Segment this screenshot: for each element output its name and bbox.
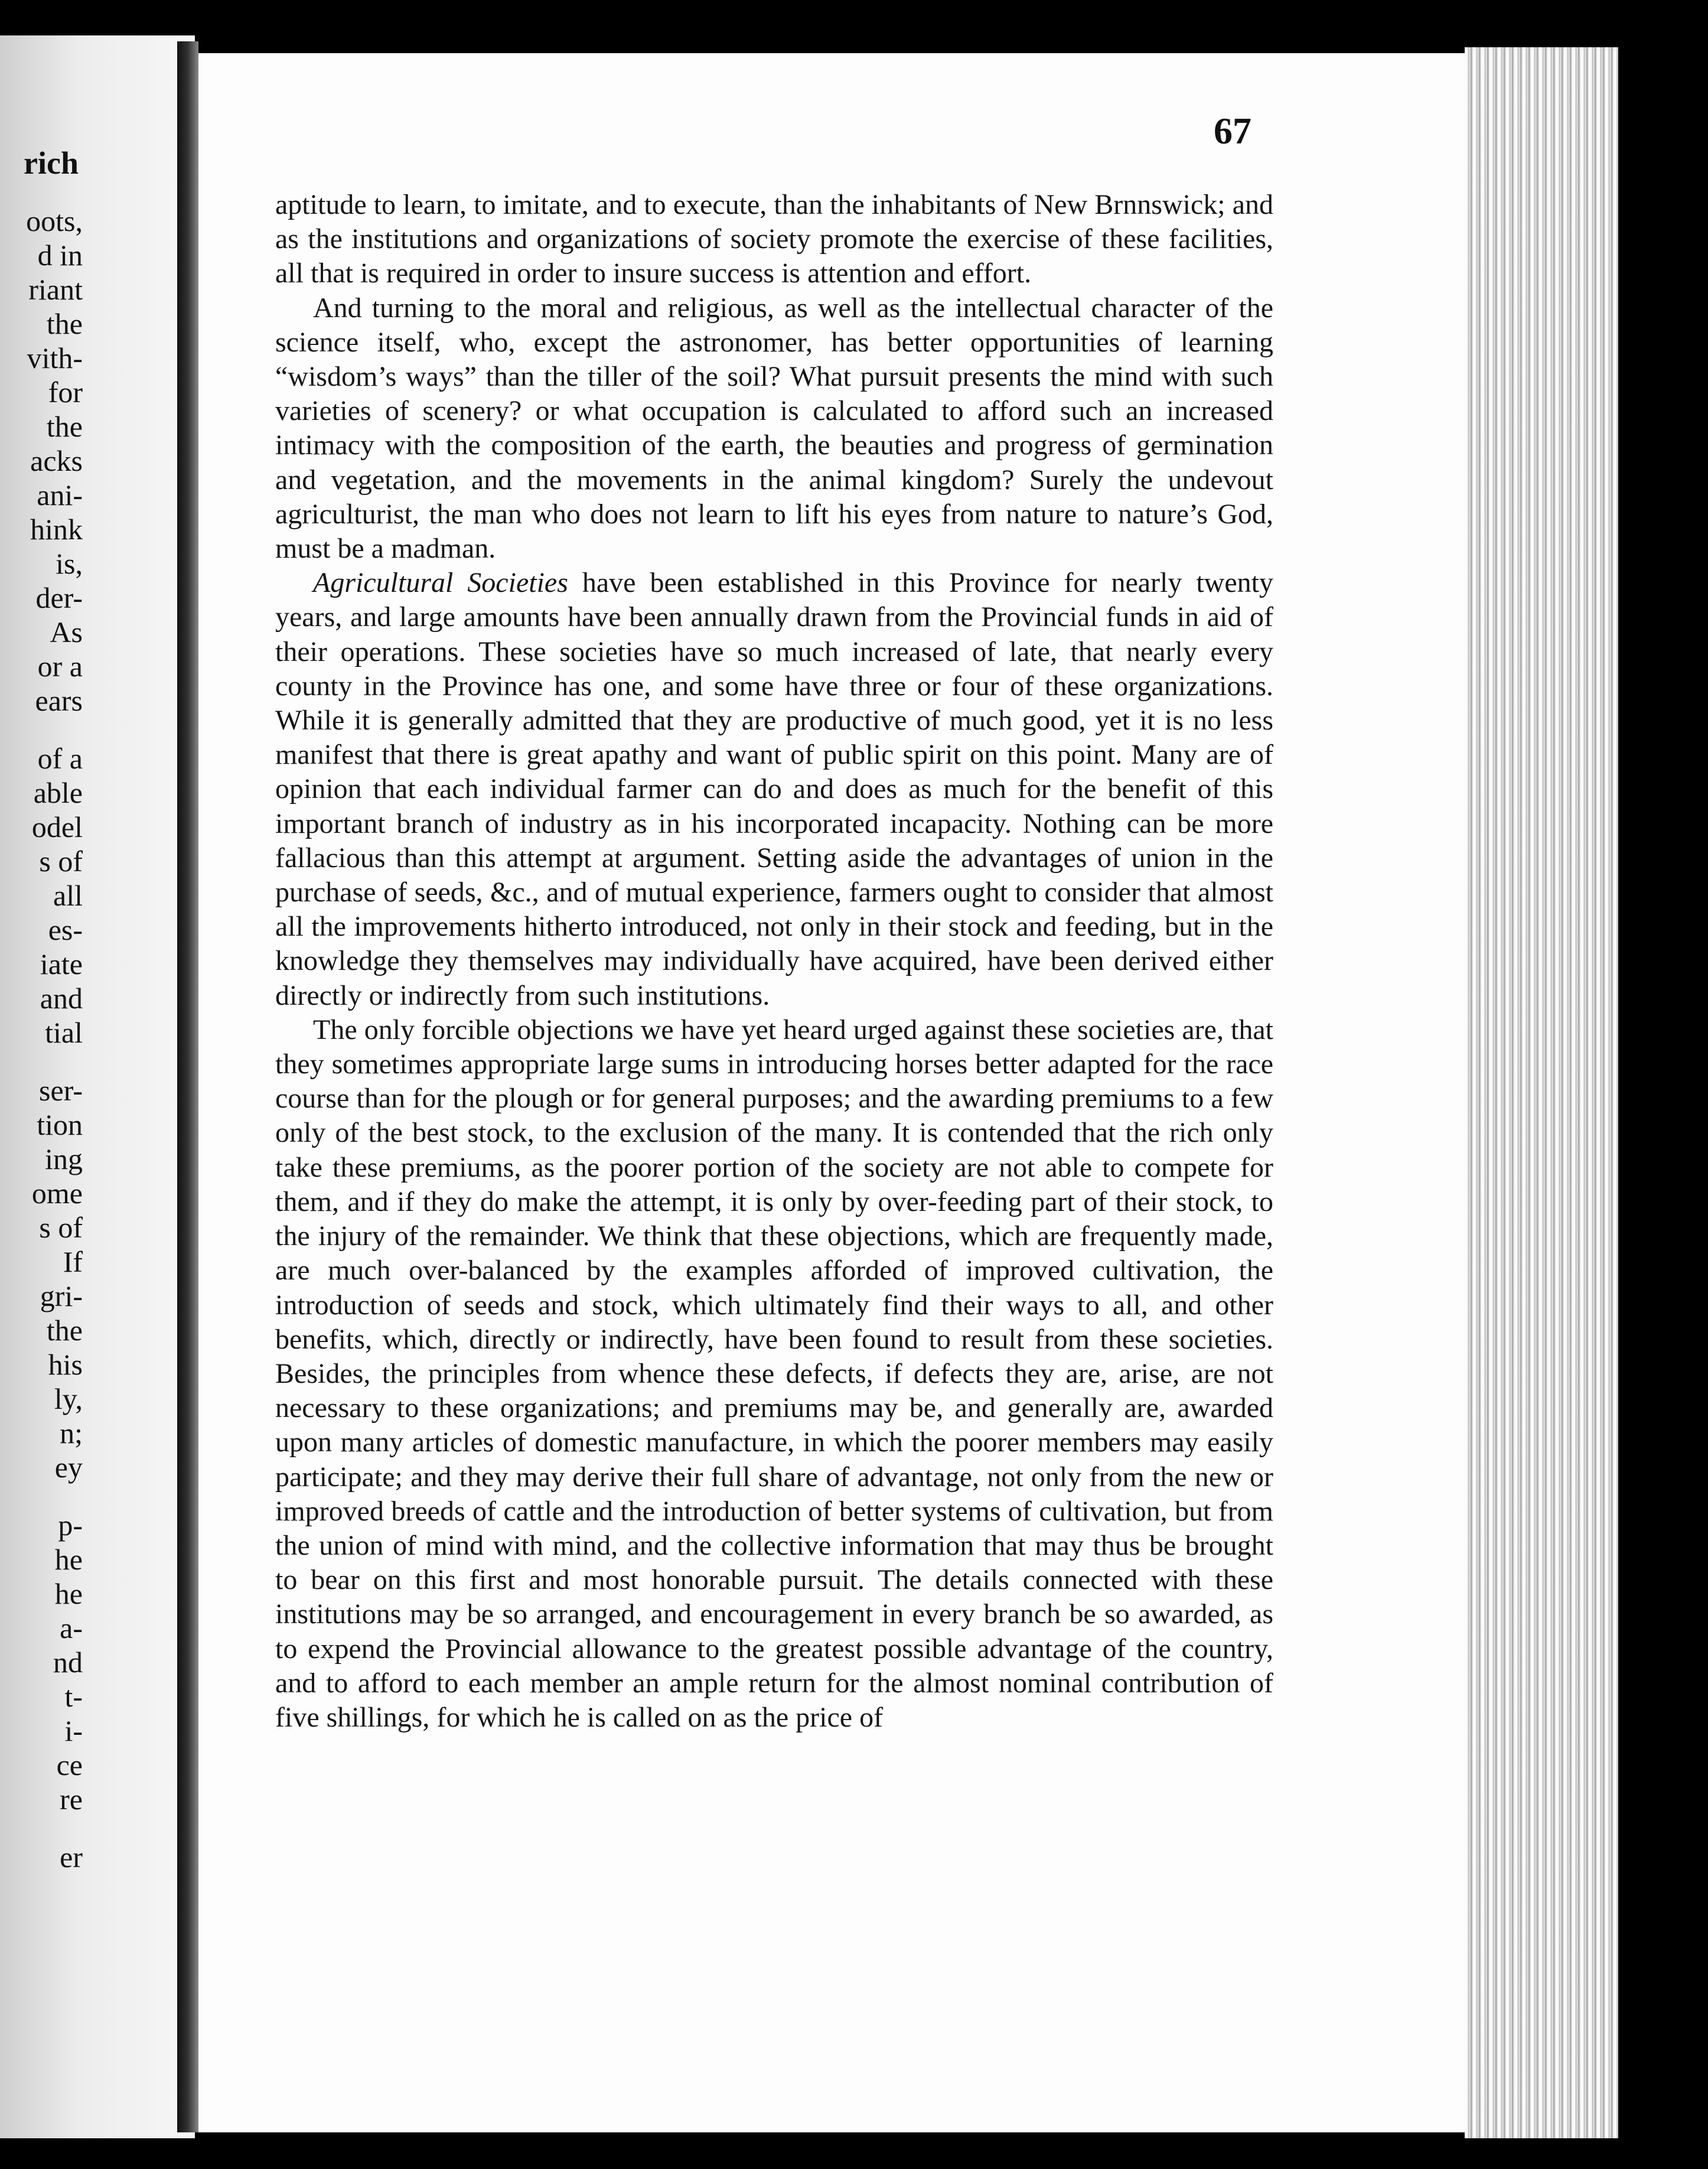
fragment-line: re [60,1783,83,1816]
fragment-line: ser- [39,1074,83,1107]
fragment-line: he [54,1577,83,1610]
fragment-line: ly, [54,1382,83,1415]
fragment-line: s of [39,1211,83,1244]
fragment-line: hink [30,513,83,546]
fragment-line: tion [37,1108,83,1141]
fragment-line: ce [56,1748,83,1782]
fragment-line: n; [60,1416,83,1450]
paragraph-3-italic-lead: Agricultural Societies [313,567,568,599]
fragment-line: ey [54,1451,83,1484]
page-number: 67 [1214,110,1251,152]
fragment-line: As [50,615,83,649]
fragment-line: riant [28,273,83,306]
fragment-line: all [53,879,83,912]
fragment-line: i- [64,1714,83,1747]
fragment-line: If [63,1245,83,1278]
fragment-line: s of [39,845,83,878]
fragment-line: acks [30,444,83,477]
scan-border-bottom [0,2138,1708,2169]
fragment-line: the [46,1314,83,1347]
fragment-line: odel [31,810,83,844]
scan-border-right [1618,0,1708,2169]
fragment-line: his [48,1348,83,1381]
fragment-line: gri- [40,1279,83,1313]
fragment-line: the [46,307,83,340]
fragment-line: er [60,1841,83,1874]
fragment-line: p- [58,1509,83,1542]
fragment-line: ome [31,1177,83,1210]
paragraph-3 [275,566,1273,1013]
previous-page-fragment [12,204,83,1874]
fragment-line: nd [53,1646,83,1679]
fragment-line: d in [37,239,83,272]
fragment-line: he [54,1543,83,1576]
book-gutter [177,41,198,2132]
paragraph-2: And turning to the moral and religious, as well as the intellectual character of the science itself, who, except the astronomer, has better opportunities of learning “wisdom’s ways” than the tiller of the soil? What pursuit presents the mind with such varieties of scenery? or what occupation is calculated to afford such an increased intimacy with the composition of the earth, the beauties and progress of germination and vegetation, and the movements in the animal kingdom? Surely the undevout agriculturist, the man who does not learn to lift his eyes from nature to nature’s God, must be a madman. [275,292,1273,565]
fragment-line: iate [40,947,83,981]
paragraph-4: The only forcible objections we have yet heard urged against these societies are, that they sometimes appropriate large sums in introducing horses better adapted for the race course than for the plough or for general purposes; and the awarding premiums to a few only of the best stock, to the exclusion of the many. It is contended that the rich only take these premiums, as the poorer portion of the society are not able to compete for them, and if they do make the attempt, it is only by over-feeding part of their stock, to the injury of the remainder. We think that these objections, which are frequently made, are much over-balanced by the examples afforded of improved cultivation, the introduction of seeds and stock, which ultimately find their ways to all, and other benefits, which, directly or indirectly, have been found to result from these societies. Besides, the principles from whence these defects, if defects they are, arise, are not necessary to these organizations; and premiums may be, and generally are, awarded upon many articles of domestic manufacture, in which the poorer members may easily participate; and they may derive their full share of advantage, not only from the new or improved breeds of cattle and the introduction of better systems of cultivation, but from the union of mind with mind, and the collective information that may thus be brought to bear on this first and most honorable pursuit. The details connected with these institutions may be so arranged, and encouragement in every branch be so awarded, as to expend the Provincial allowance to the greatest possible advantage of the country, and to afford to each member an ample return for the almost nominal contribution of five shillings, for which he is called on as the price of [275,1014,1273,1733]
fragment-line: for [48,376,83,409]
paragraph-3-text: have been established in this Province for nearly twenty years, and large amounts have been annually drawn from the Provincial funds in aid of their operations. These societies have so much increased of late, that nearly every county in the Province has one, and some have three or four of these organizations. While it is generally admitted that they are productive of much good, yet it is no less manifest that there is great apathy and want of public spirit on this point. Many are of opinion that each individual farmer can do and does as much for the benefit of this important branch of industry as in his incorporated incapacity. Nothing can be more fallacious than this attempt at argument. Setting aside the advantages of union in the purchase of seeds, &c., and of mutual experience, farmers ought to consider that almost all the improvements hitherto introduced, not only in their stock and feeding, but in the knowledge they themselves may individually have acquired, have been derived either directly or indirectly from such institutions. [275,567,1273,1011]
fragment-line: is, [56,547,83,580]
fragment-line: t- [64,1680,83,1713]
fragment-line: the [46,410,83,443]
fragment-line: and [40,982,83,1015]
fragment-line: able [33,776,83,809]
fragment-line: es- [48,913,83,946]
fragment-line: oots, [26,204,83,237]
fragment-line: vith- [27,341,83,374]
fragment-line: ani- [37,478,83,512]
fragment-line: der- [35,581,83,614]
body-text [275,188,1273,1735]
fragment-line: of a [37,742,83,775]
fragment-line: ears [35,684,83,717]
fragment-line: ing [45,1142,83,1175]
fragment-line: tial [45,1016,83,1049]
fragment-line: or a [37,650,83,683]
paragraph-1: aptitude to learn, to imitate, and to execute, than the inhabitants of New Brnnswick; and as the institutions and organizations of society promote the exercise of these facilities, all that is required in order to insure success is attention and effort. [275,189,1273,289]
previous-page-header-fragment: rich [24,145,79,181]
scan-border-top [0,0,1708,41]
page-stack-edge [1465,47,1618,2144]
fragment-line: a- [60,1611,83,1644]
